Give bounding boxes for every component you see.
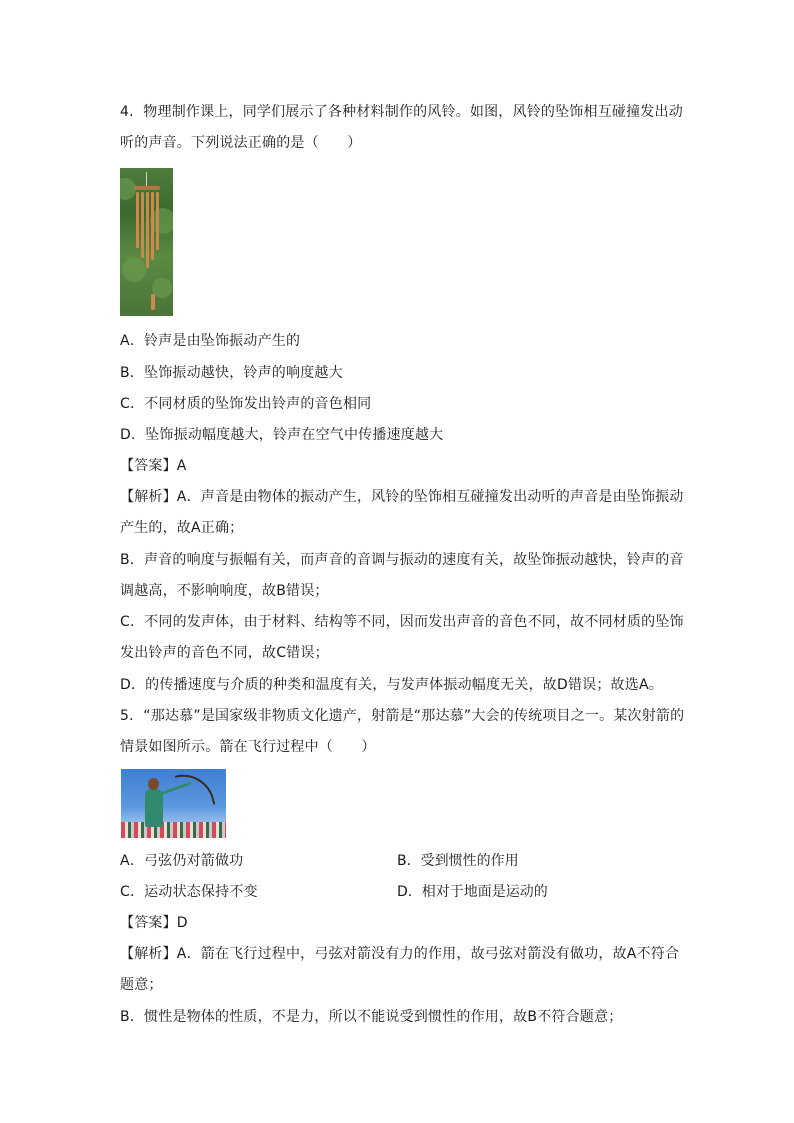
- q5-option-d: D．相对于地面是运动的: [397, 884, 548, 900]
- q4-option-d: D．坠饰振动幅度越大，铃声在空气中传播速度越大: [120, 427, 444, 443]
- q5-analysis-line: 【解析】A．箭在飞行过程中，弓弦对箭没有力的作用，故弓弦对箭没有做功，故A不符合: [120, 946, 680, 962]
- q4-analysis-line: C．不同的发声体，由于材料、结构等不同，因而发出声音的音色不同，故不同材质的坠饰: [120, 614, 684, 630]
- q4-answer: 【答案】A: [120, 458, 187, 474]
- q4-analysis-line: B．声音的响度与振幅有关，而声音的音调与振动的速度有关，故坠饰振动越快，铃声的音: [120, 552, 684, 568]
- q4-analysis-line: 调越高，不影响响度，故B错误；: [120, 583, 329, 599]
- q5-option-a: A．弓弦仍对箭做功: [120, 853, 244, 869]
- q5-option-b: B．受到惯性的作用: [397, 853, 519, 869]
- q4-stem-line1: 4．物理制作课上，同学们展示了各种材料制作的风铃。如图，风铃的坠饰相互碰撞发出动: [120, 104, 683, 120]
- q5-answer: 【答案】D: [120, 915, 188, 931]
- q4-analysis-line: 发出铃声的音色不同，故C错误；: [120, 645, 329, 661]
- q4-option-a: A．铃声是由坠饰振动产生的: [120, 333, 301, 349]
- q4-option-c: C．不同材质的坠饰发出铃声的音色相同: [120, 396, 372, 412]
- q4-analysis-line: 【解析】A．声音是由物体的振动产生，风铃的坠饰相互碰撞发出动听的声音是由坠饰振动: [120, 489, 684, 505]
- q5-analysis-line: 题意；: [120, 977, 163, 993]
- q4-stem-line2: 听的声音。下列说法正确的是（ ）: [120, 135, 362, 151]
- q5-analysis-line: B．惯性是物体的性质，不是力，所以不能说受到惯性的作用，故B不符合题意；: [120, 1009, 623, 1025]
- q5-option-c: C．运动状态保持不变: [120, 884, 258, 900]
- q5-stem-line1: 5．“那达慕”是国家级非物质文化遗产，射箭是“那达慕”大会的传统项目之一。某次射箭的: [120, 708, 685, 724]
- q5-stem-line2: 情景如图所示。箭在飞行过程中（ ）: [120, 739, 376, 755]
- archery-photo: [121, 769, 226, 838]
- q4-analysis-line: 产生的，故A正确；: [120, 520, 244, 536]
- q4-analysis-line: D．的传播速度与介质的种类和温度有关，与发声体振动幅度无关，故D错误；故选A。: [120, 677, 663, 693]
- wind-chime-photo: [120, 168, 173, 316]
- q4-option-b: B．坠饰振动越快，铃声的响度越大: [120, 365, 343, 381]
